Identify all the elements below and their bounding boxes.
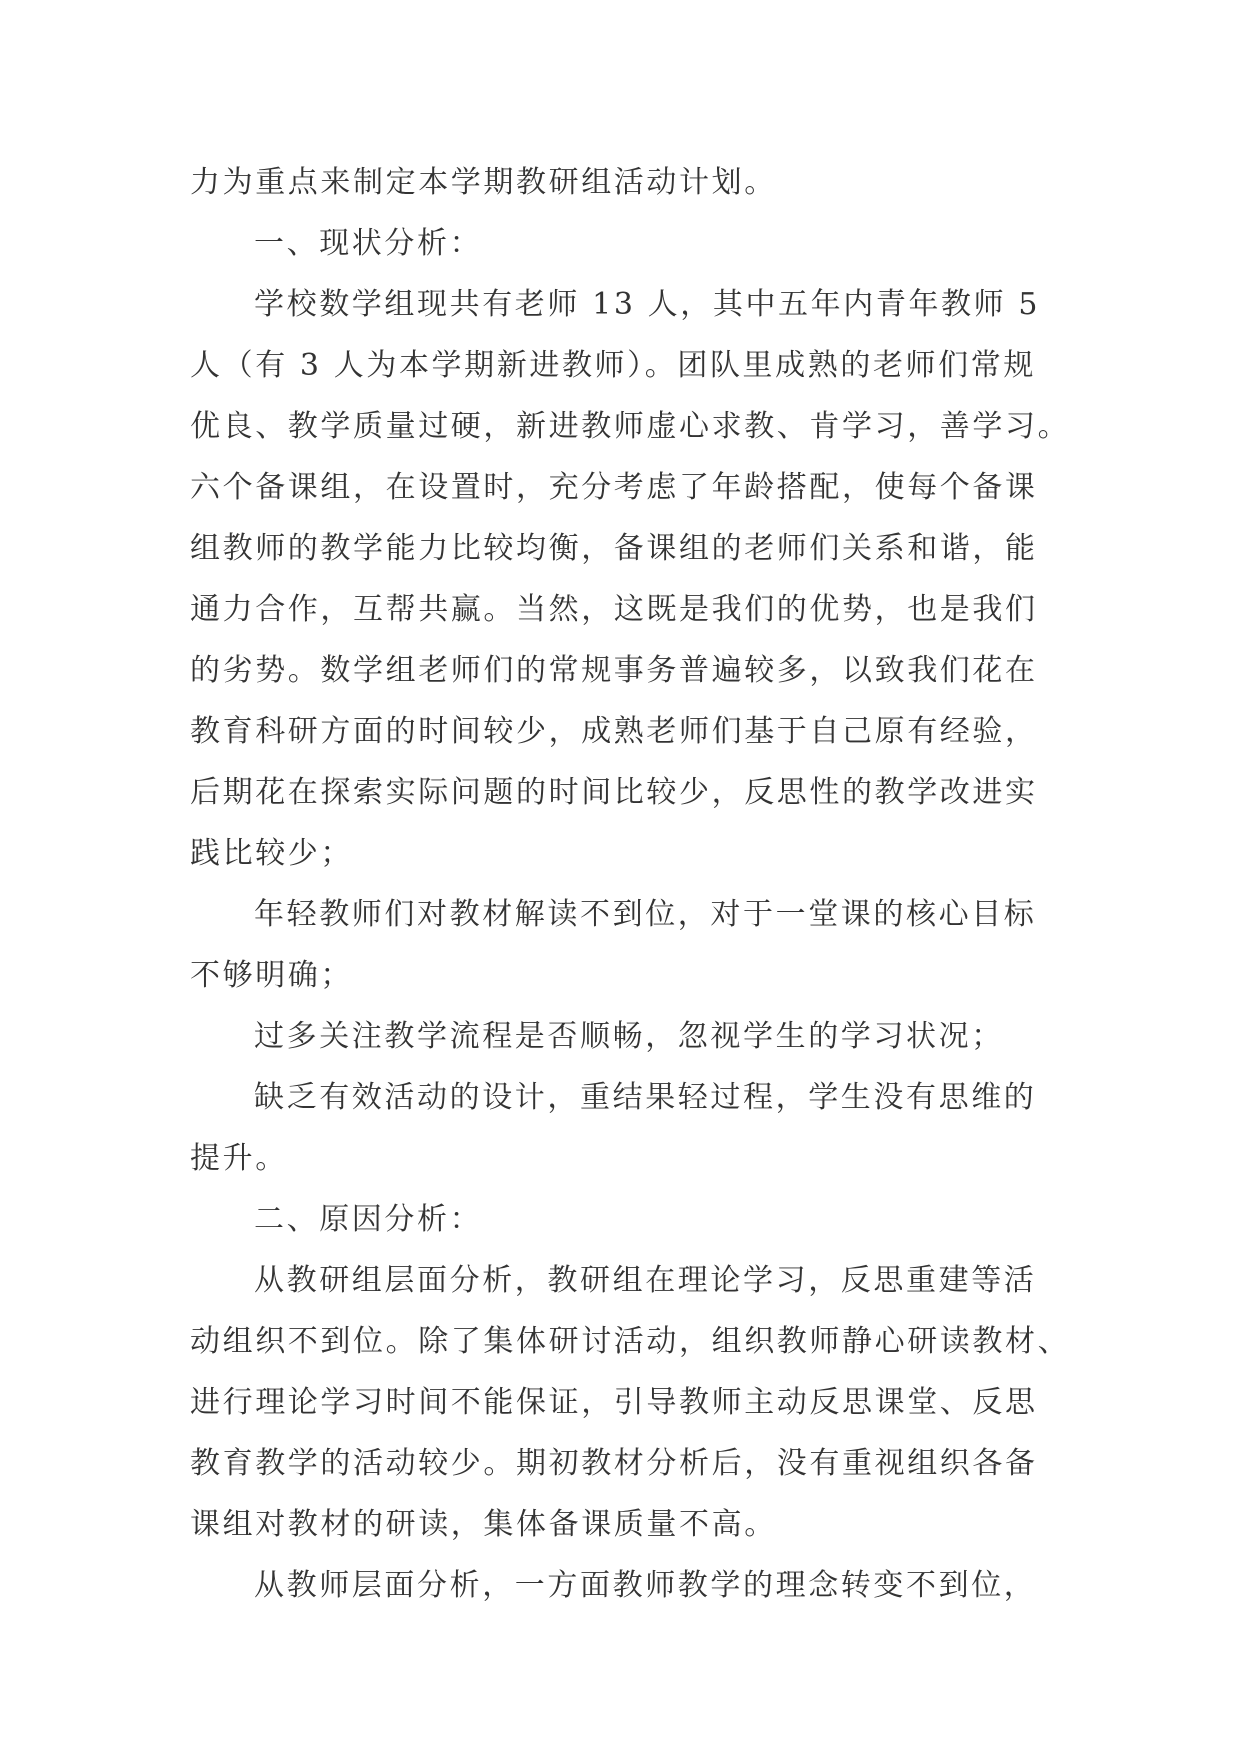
text-line: 动组织不到位。除了集体研讨活动，组织教师静心研读教材、 xyxy=(190,1324,1071,1359)
text-line: 力为重点来制定本学期教研组活动计划。 xyxy=(190,165,777,200)
text-line: 不够明确； xyxy=(190,958,353,993)
text-line: 年轻教师们对教材解读不到位，对于一堂课的核心目标 xyxy=(254,897,1037,932)
text-line: 后期花在探索实际问题的时间比较少，反思性的教学改进实 xyxy=(190,775,1038,810)
text-line: 践比较少； xyxy=(190,836,353,871)
text-line: 通力合作，互帮共赢。当然，这既是我们的优势，也是我们 xyxy=(190,592,1038,627)
text-line: 进行理论学习时间不能保证，引导教师主动反思课堂、反思 xyxy=(190,1385,1038,1420)
text-line: 从教师层面分析，一方面教师教学的理念转变不到位， xyxy=(254,1568,1037,1603)
text-line: 人（有 3 人为本学期新进教师）。团队里成熟的老师们常规 xyxy=(190,348,1036,383)
text-line: 提升。 xyxy=(190,1141,288,1176)
text-line: 教育科研方面的时间较少，成熟老师们基于自己原有经验， xyxy=(190,714,1038,749)
section-heading: 二、原因分析： xyxy=(254,1202,483,1237)
text-line: 组教师的教学能力比较均衡，备课组的老师们关系和谐，能 xyxy=(190,531,1038,566)
text-line: 六个备课组，在设置时，充分考虑了年龄搭配，使每个备课 xyxy=(190,470,1038,505)
text-line: 学校数学组现共有老师 13 人，其中五年内青年教师 5 xyxy=(254,287,1041,322)
text-line: 从教研组层面分析，教研组在理论学习，反思重建等活 xyxy=(254,1263,1037,1298)
text-line: 优良、教学质量过硬，新进教师虚心求教、肯学习，善学习。 xyxy=(190,409,1071,444)
text-line: 教育教学的活动较少。期初教材分析后，没有重视组织各备 xyxy=(190,1446,1038,1481)
text-line: 课组对教材的研读，集体备课质量不高。 xyxy=(190,1507,777,1542)
section-heading: 一、现状分析： xyxy=(254,226,483,261)
text-line: 缺乏有效活动的设计，重结果轻过程，学生没有思维的 xyxy=(254,1080,1037,1115)
text-line: 过多关注教学流程是否顺畅，忽视学生的学习状况； xyxy=(254,1019,1004,1054)
text-line: 的劣势。数学组老师们的常规事务普遍较多，以致我们花在 xyxy=(190,653,1038,688)
document-page xyxy=(190,152,1071,1616)
